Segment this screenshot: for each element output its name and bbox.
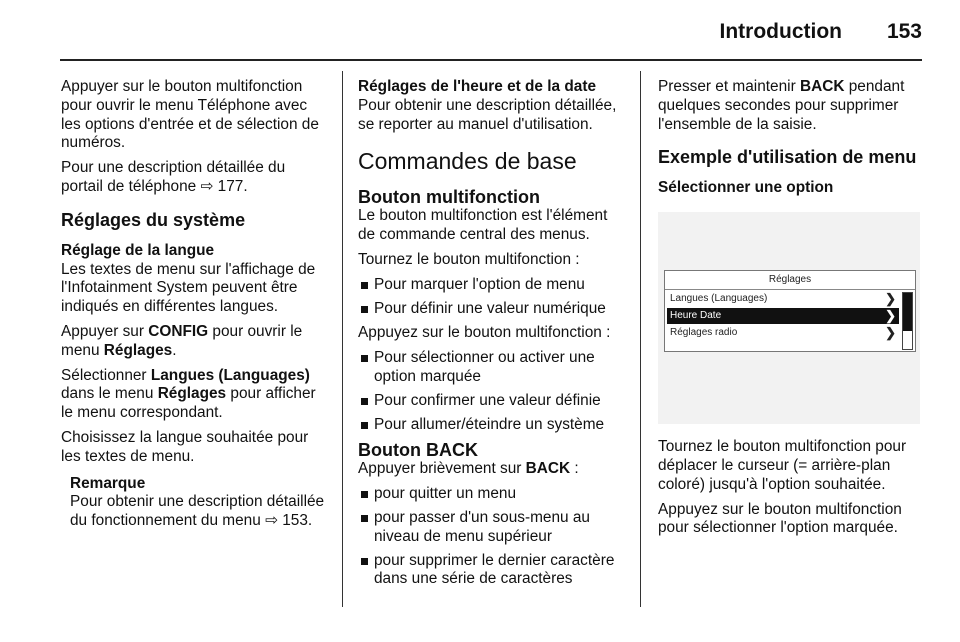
keyword-reglages: Réglages: [157, 385, 227, 403]
paragraph: Appuyez sur le bouton multifonction :: [358, 324, 611, 342]
chevron-right-icon: ❯: [885, 325, 896, 341]
bullet-list: [358, 485, 628, 589]
note-title: Remarque: [70, 474, 146, 492]
list-item: Pour définir une valeur numérique: [358, 300, 628, 319]
menu-title: Réglages: [665, 271, 915, 290]
menu-row-languages: Langues (Languages) ❯: [670, 291, 896, 307]
paragraph: Tournez le bouton multifonction pour déplacer le curseur (= arrière-plan coloré) jusqu'à l'option souhaitée.: [658, 438, 907, 493]
paragraph: Appuyer sur CONFIG pour ouvrir le menu Réglages.: [61, 322, 303, 359]
list-item: Pour sélectionner ou activer une option marquée: [358, 349, 628, 387]
paragraph: Presser et maintenir BACK pendant quelques secondes pour supprimer l'ensemble de la saisie.: [658, 78, 905, 133]
column-3: [658, 78, 926, 544]
subheading-language: Réglage de la langue: [61, 241, 215, 259]
keyword-langues: Langues (Languages): [150, 366, 310, 384]
column-divider: [640, 71, 641, 607]
subheading-time-date: Réglages de l'heure et de la date: [358, 78, 597, 95]
scrollbar-thumb: [903, 293, 912, 331]
list-item: Pour confirmer une valeur définie: [358, 392, 628, 411]
display-screenshot: [658, 212, 920, 424]
keyword-reglages: Réglages: [103, 341, 173, 359]
paragraph: Choisissez la langue souhaitée pour les textes de menu.: [61, 428, 309, 465]
list-item: pour passer d'un sous-menu au niveau de menu supérieur: [358, 509, 628, 547]
section-heading-back: Bouton BACK: [358, 440, 478, 461]
keyword-back: BACK: [525, 460, 571, 478]
menu-row-radio: Réglages radio ❯: [670, 325, 896, 341]
column-1: [61, 78, 329, 531]
paragraph: Le bouton multifonction est l'élément de commande central des menus.: [358, 207, 608, 244]
list-item: pour supprimer le dernier caractère dans une série de caractères: [358, 552, 628, 590]
chapter-heading-basic-controls: Commandes de base: [358, 148, 577, 175]
chevron-right-icon: ❯: [885, 291, 896, 307]
header-rule: [60, 59, 922, 61]
chevron-right-icon: ❯: [885, 308, 896, 324]
menu-scrollbar: [902, 292, 913, 350]
paragraph: Appuyer brièvement sur BACK :: [358, 460, 579, 478]
list-item: Pour allumer/éteindre un système: [358, 416, 628, 435]
section-heading-example: Exemple d'utilisation de menu: [658, 147, 917, 168]
paragraph: Appuyez sur le bouton multifonction pour sélectionner l'option marquée.: [658, 500, 902, 537]
bullet-list: [358, 349, 628, 434]
settings-menu: [664, 270, 916, 352]
menu-row-time-date: Heure Date ❯: [667, 308, 899, 324]
page-header-title: Introduction: [719, 20, 842, 43]
column-divider: [342, 71, 343, 607]
subheading-select-option: Sélectionner une option: [658, 179, 834, 197]
column-2: [358, 78, 628, 595]
paragraph: Sélectionner Langues (Languages) dans le menu Réglages pour afficher le menu correspondant.: [61, 366, 316, 422]
section-heading-system: Réglages du système: [61, 209, 246, 230]
paragraph: Appuyer sur le bouton multifonction pour ouvrir le menu Téléphone avec les options d'entrée et de sélection de numéros.: [61, 78, 319, 152]
paragraph: Les textes de menu sur l'affichage de l'Infotainment System peuvent être indiqués en différentes langues.: [61, 260, 316, 316]
keyword-back: BACK: [800, 78, 845, 95]
paragraph: Pour une description détaillée du portail de téléphone ⇨ 177.: [61, 159, 286, 195]
list-item: pour quitter un menu: [358, 485, 628, 504]
keyword-config: CONFIG: [148, 322, 209, 340]
paragraph: Pour obtenir une description détaillée, se reporter au manuel d'utilisation.: [358, 96, 617, 133]
paragraph: Tournez le bouton multifonction :: [358, 250, 580, 268]
list-item: Pour marquer l'option de menu: [358, 276, 628, 295]
section-heading-multifunction: Bouton multifonction: [358, 187, 540, 208]
page-number: 153: [886, 20, 922, 43]
note-box: [61, 475, 329, 531]
bullet-list: [358, 276, 628, 319]
note-text: Pour obtenir une description détaillée du fonctionnement du menu ⇨ 153.: [70, 493, 325, 530]
